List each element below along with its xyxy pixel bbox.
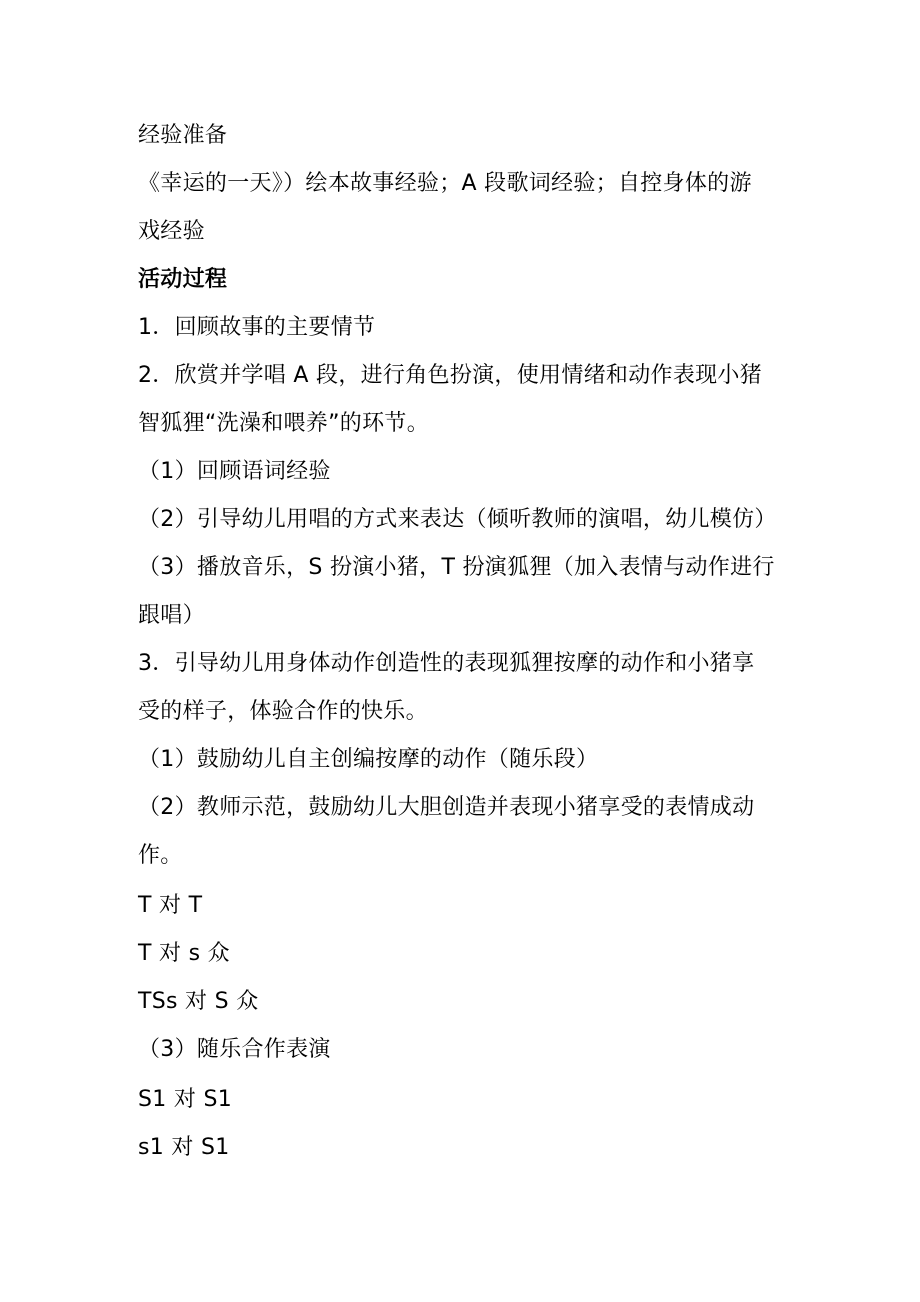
step-item-continued: 受的样子，体验合作的快乐。 <box>138 699 428 724</box>
sub-step-item: （1）回顾语词经验 <box>138 459 331 484</box>
prep-text-line: 《幸运的一天》）绘本故事经验；A 段歌词经验；自控身体的游 <box>138 171 752 196</box>
step-item-continued: 智狐狸“洗澡和喂养”的环节。 <box>138 411 429 436</box>
pairing-line: S1 对 S1 <box>138 1087 233 1112</box>
pairing-line: T 对 s 众 <box>138 941 230 966</box>
step-item: 1．回顾故事的主要情节 <box>138 315 376 340</box>
sub-step-item: （2）教师示范，鼓励幼儿大胆创造并表现小猪享受的表情成动 <box>138 795 755 820</box>
sub-step-item-continued: 作。 <box>138 843 183 868</box>
prep-text-line: 戏经验 <box>138 219 205 244</box>
document-page <box>138 0 788 1302</box>
section-heading-experience-prep: 经验准备 <box>138 123 228 148</box>
sub-step-item: （2）引导幼儿用唱的方式来表达（倾听教师的演唱，幼儿模仿） <box>138 507 777 532</box>
step-item: 2．欣赏并学唱 A 段，进行角色扮演，使用情绪和动作表现小猪 <box>138 363 763 388</box>
pairing-line: T 对 T <box>138 893 203 918</box>
sub-step-item: （3）播放音乐，S 扮演小猪，T 扮演狐狸（加入表情与动作进行 <box>138 555 775 580</box>
sub-step-item: （1）鼓励幼儿自主创编按摩的动作（随乐段） <box>138 747 599 772</box>
sub-step-item: （3）随乐合作表演 <box>138 1037 331 1062</box>
sub-step-item-continued: 跟唱） <box>138 603 205 628</box>
section-heading-activity-process: 活动过程 <box>138 267 228 292</box>
pairing-line: s1 对 S1 <box>138 1135 230 1160</box>
pairing-line: TSs 对 S 众 <box>138 989 259 1014</box>
step-item: 3．引导幼儿用身体动作创造性的表现狐狸按摩的动作和小猪享 <box>138 651 755 676</box>
